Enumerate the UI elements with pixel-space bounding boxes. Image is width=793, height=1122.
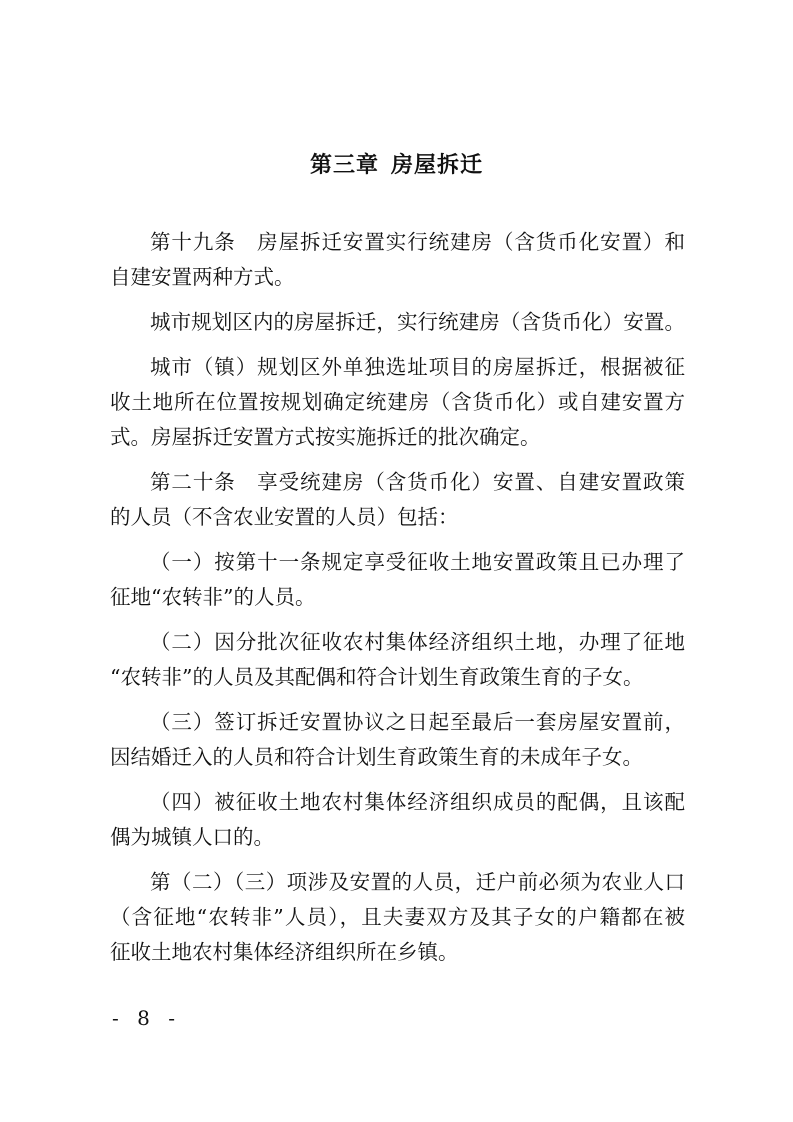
text-line: （一）按第十一条规定享受征收土地安置政策且已办理了 xyxy=(150,550,685,574)
text-line: （四）被征收土地农村集体经济组织成员的配偶，且该配 xyxy=(150,790,685,814)
text-line: 式。房屋拆迁安置方式按实施拆迁的批次确定。 xyxy=(110,425,541,449)
text-line: 偶为城镇人口的。 xyxy=(110,825,274,849)
text-line: 第十九条 房屋拆迁安置实行统建房（含货币化安置）和 xyxy=(150,230,685,254)
document-body xyxy=(110,225,685,970)
text-line: 第（二）（三）项涉及安置的人员，迁户前必须为农业人口 xyxy=(150,870,685,894)
text-line: 第二十条 享受统建房（含货币化）安置、自建安置政策 xyxy=(150,470,685,494)
chapter-label: 第三章 xyxy=(309,153,379,178)
text-line: （二）因分批次征收农村集体经济组织土地，办理了征地 xyxy=(150,630,685,654)
text-line: 征收土地农村集体经济组织所在乡镇。 xyxy=(110,940,459,964)
text-line: “农转非”的人员及其配偶和符合计划生育政策生育的子女。 xyxy=(110,665,644,689)
page-number: - 8 - xyxy=(112,1006,181,1030)
text-line: （含征地“农转非”人员），且夫妻双方及其子女的户籍都在被 xyxy=(110,905,685,929)
chapter-title xyxy=(0,148,793,179)
text-line: 征地“农转非”的人员。 xyxy=(110,585,316,609)
chapter-name: 房屋拆迁 xyxy=(391,153,484,178)
text-line: 自建安置两种方式。 xyxy=(110,265,295,289)
text-line: 的人员（不含农业安置的人员）包括： xyxy=(110,505,459,529)
text-line: 城市规划区内的房屋拆迁，实行统建房（含货币化）安置。 xyxy=(150,310,685,334)
text-line: （三）签订拆迁安置协议之日起至最后一套房屋安置前， xyxy=(150,710,685,734)
text-line: 因结婚迁入的人员和符合计划生育政策生育的未成年子女。 xyxy=(110,745,643,769)
text-line: 收土地所在位置按规划确定统建房（含货币化）或自建安置方 xyxy=(110,390,685,414)
text-line: 城市（镇）规划区外单独选址项目的房屋拆迁，根据被征 xyxy=(150,355,685,379)
